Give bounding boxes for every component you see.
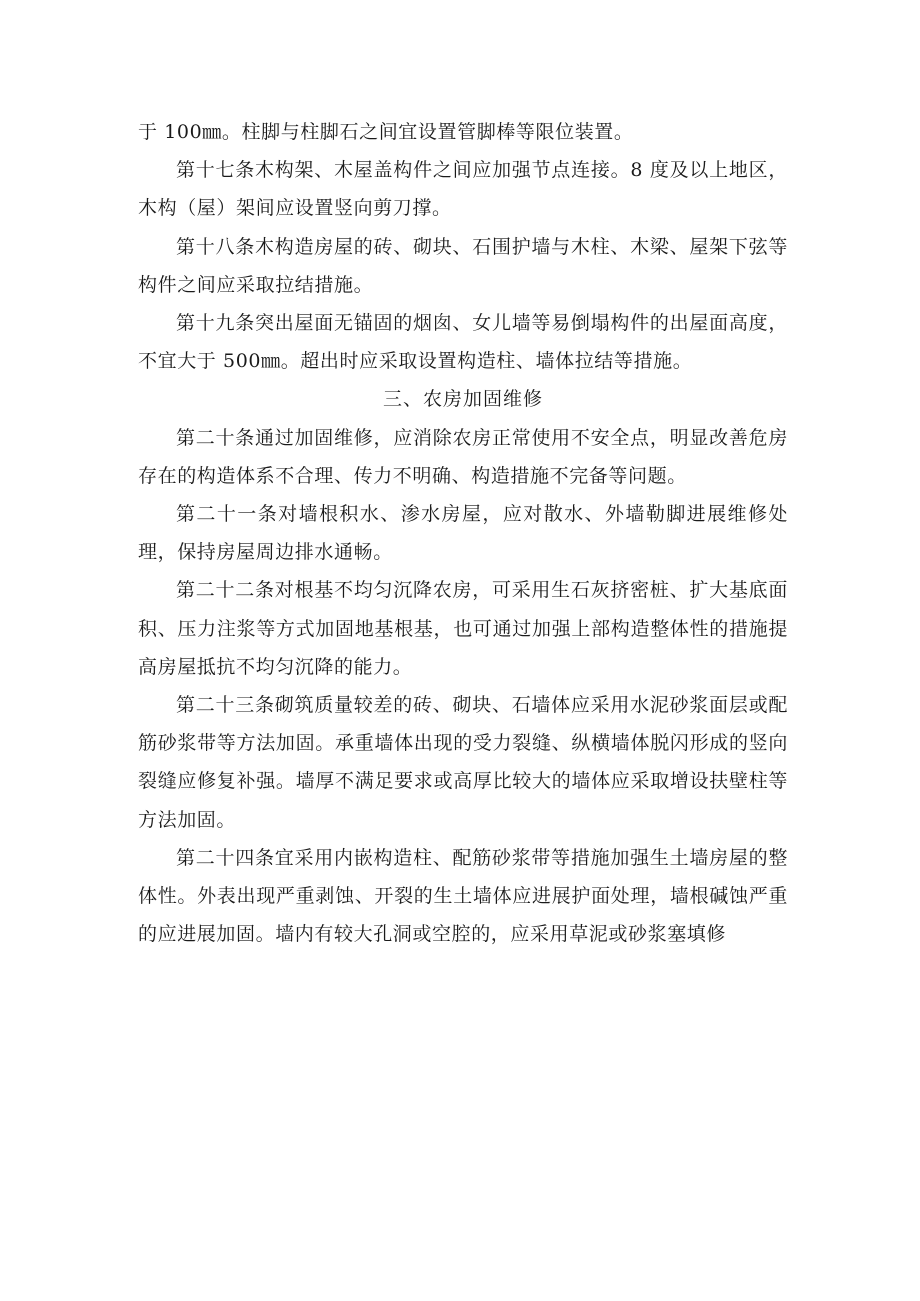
article-22: 第二十二条对根基不均匀沉降农房，可采用生石灰挤密桩、扩大基底面积、压力注浆等方式加固地基根基，也可通过加强上部构造整体性的措施提高房屋抵抗不均匀沉降的能力。: [138, 579, 788, 678]
article-17: 第十七条木构架、木屋盖构件之间应加强节点连接。8 度及以上地区，木构（屋）架间应设置竖向剪刀撑。: [138, 159, 788, 220]
document-body: [138, 113, 788, 953]
article-20: 第二十条通过加固维修，应消除农房正常使用不安全点，明显改善危房存在的构造体系不合理、传力不明确、构造措施不完备等问题。: [138, 426, 788, 487]
article-21: 第二十一条对墙根积水、渗水房屋，应对散水、外墙勒脚进展维修处理，保持房屋周边排水通畅。: [138, 503, 788, 564]
article-19: 第十九条突出屋面无锚固的烟囱、女儿墙等易倒塌构件的出屋面高度，不宜大于 500㎜。超出时应采取设置构造柱、墙体拉结等措施。: [138, 312, 788, 373]
article-24: 第二十四条宜采用内嵌构造柱、配筋砂浆带等措施加强生土墙房屋的整体性。外表出现严重剥蚀、开裂的生土墙体应进展护面处理，墙根碱蚀严重的应进展加固。墙内有较大孔洞或空腔的，应采用草泥或砂浆塞填修: [138, 846, 788, 946]
article-18: 第十八条木构造房屋的砖、砌块、石围护墙与木柱、木梁、屋架下弦等构件之间应采取拉结措施。: [138, 235, 788, 296]
paragraph-continuation: 于 100㎜。柱脚与柱脚石之间宜设置管脚棒等限位装置。: [138, 121, 634, 143]
section-heading: 三、农房加固维修: [382, 388, 543, 411]
article-23: 第二十三条砌筑质量较差的砖、砌块、石墙体应采用水泥砂浆面层或配筋砂浆带等方法加固。承重墙体出现的受力裂缝、纵横墙体脱闪形成的竖向裂缝应修复补强。墙厚不满足要求或高厚比较大的墙体应采取增设扶壁柱等方法加固。: [138, 694, 788, 831]
